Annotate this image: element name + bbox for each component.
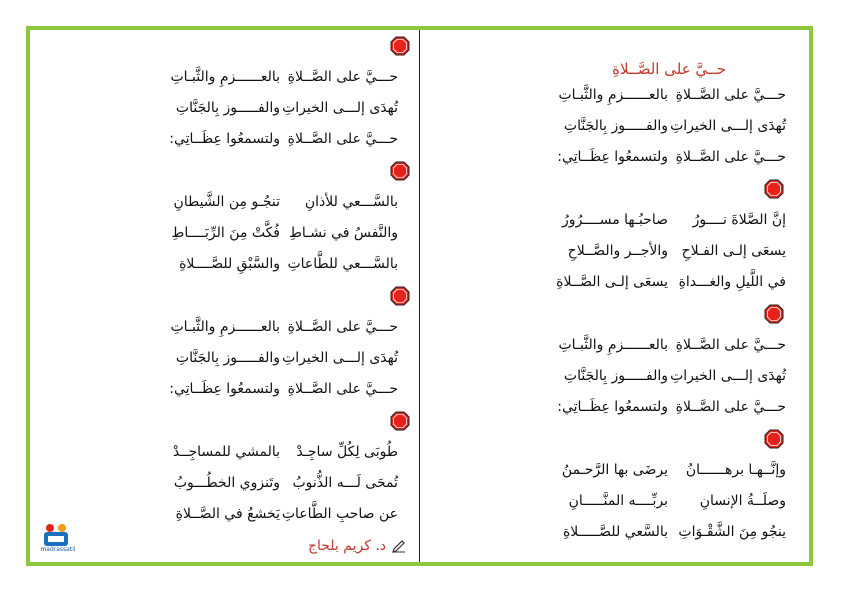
right-stanzas [436, 80, 786, 548]
verse-second-hemistich: والفـــــوز بِالجَنَّاتِ [175, 350, 280, 366]
verse-first-hemistich: إنَّ الصَّلاةَ نــــورُ [692, 212, 786, 228]
verse-second-hemistich: ولتسمعُوا عِظَــاتِي: [557, 399, 668, 415]
verse-line [436, 80, 786, 111]
verse-first-hemistich: وإنَّــهـا برهــــــانُ [685, 462, 786, 478]
verse-second-hemistich: والفـــــوز بِالجَنَّاتِ [563, 118, 668, 134]
verse-line [40, 312, 412, 343]
verse-line [436, 486, 786, 517]
verse-first-hemistich: بالسَّـــعي للأذانِ [304, 194, 398, 210]
verse-second-hemistich: بالعــــــزمِ والثَّبـاتِ [558, 87, 668, 103]
verse-second-hemistich: والسَّبْقِ للصَّــــلاةِ [179, 256, 280, 272]
verse-line [436, 455, 786, 486]
verse-first-hemistich: تُهدَى إلـــى الخيراتِ [670, 118, 786, 134]
verse-second-hemistich: بالعــــــزمِ والثَّبـاتِ [558, 337, 668, 353]
verse-first-hemistich: حـــيَّ على الصَّــلاةِ [287, 131, 398, 147]
verse-line [40, 468, 412, 499]
verse-line [436, 330, 786, 361]
verse-line [436, 267, 786, 298]
verse-first-hemistich: عن صاحبِ الطَّاعاتِ [281, 506, 398, 522]
verse-line [436, 392, 786, 423]
verse-line [436, 236, 786, 267]
verse-first-hemistich: تُهدَى إلـــى الخيراتِ [670, 368, 786, 384]
stop-sign-icon [764, 304, 784, 324]
verse-second-hemistich: يرضَى بها الرَّحـمنُ [561, 462, 668, 478]
verse-line [436, 142, 786, 173]
verse-line [436, 361, 786, 392]
verse-line [40, 374, 412, 405]
verse-second-hemistich: بالعــــــزمِ والثَّبـاتِ [170, 69, 280, 85]
verse-first-hemistich: حـــيَّ على الصَّــلاةِ [675, 399, 786, 415]
verse-second-hemistich: بالعــــــزمِ والثَّبـاتِ [170, 319, 280, 335]
verse-line [40, 218, 412, 249]
verse-first-hemistich: حـــيَّ على الصَّــلاةِ [675, 337, 786, 353]
verse-second-hemistich: يَخشعُ في الصَّــلاةِ [175, 506, 280, 522]
verse-second-hemistich: تنجُـو مِن الشَّيطانِ [173, 194, 280, 210]
left-column [40, 30, 412, 561]
verse-first-hemistich: تُهدَى إلـــى الخيراتِ [282, 350, 398, 366]
verse-second-hemistich: بالمشي للمساجِــدْ [172, 444, 280, 460]
column-divider [419, 30, 420, 562]
verse-line [40, 93, 412, 124]
verse-second-hemistich: والفـــــوز بِالجَنَّاتِ [563, 368, 668, 384]
verse-first-hemistich: بالسَّـــعي للطَّاعاتِ [287, 256, 398, 272]
verse-first-hemistich: ينجُو مِنَ الشَّقْـوَاتِ [678, 524, 786, 540]
verse-second-hemistich: والأجــر والصَّــلاحِ [567, 243, 668, 259]
stop-sign-icon [390, 161, 410, 181]
verse-first-hemistich: حـــيَّ على الصَّــلاةِ [287, 381, 398, 397]
author-name: د. كريم بلحاج [307, 537, 386, 554]
verse-line [40, 62, 412, 93]
verse-line [40, 499, 412, 530]
stop-sign-icon [764, 429, 784, 449]
right-column [436, 58, 786, 548]
verse-second-hemistich: ولتسمعُوا عِظَــاتِي: [169, 381, 280, 397]
verse-first-hemistich: والنَّفسُ في نشـاطِ [288, 225, 398, 241]
verse-line [436, 517, 786, 548]
verse-first-hemistich: يسعَى إلـى الفـلاحِ [681, 243, 786, 259]
verse-second-hemistich: ولتسمعُوا عِظَــاتِي: [169, 131, 280, 147]
verse-line [40, 124, 412, 155]
verse-first-hemistich: حـــيَّ على الصَّــلاةِ [675, 87, 786, 103]
verse-line [40, 249, 412, 280]
verse-first-hemistich: حـــيَّ على الصَّــلاةِ [287, 69, 398, 85]
stop-sign-icon [764, 179, 784, 199]
verse-first-hemistich: حـــيَّ على الصَّــلاةِ [675, 149, 786, 165]
verse-line [40, 187, 412, 218]
verse-line [40, 343, 412, 374]
verse-first-hemistich: وصلَــةُ الإنسانِ [699, 493, 786, 509]
left-stanzas [40, 36, 412, 530]
stop-sign-icon [390, 411, 410, 431]
verse-line [436, 111, 786, 142]
verse-first-hemistich: تُمحَى لَـــه الذُّنوبُ [292, 475, 398, 491]
verse-second-hemistich: والفـــــوز بِالجَنَّاتِ [175, 100, 280, 116]
logo-caption: madrassatii [40, 546, 76, 553]
verse-second-hemistich: وتَنزوي الخطُـــوبُ [173, 475, 280, 491]
verse-first-hemistich: تُهدَى إلـــى الخيراتِ [282, 100, 398, 116]
verse-first-hemistich: في اللَّيلِ والغـــداةِ [678, 274, 786, 290]
verse-line [40, 437, 412, 468]
verse-first-hemistich: حـــيَّ على الصَّــلاةِ [287, 319, 398, 335]
pen-icon [392, 539, 406, 553]
verse-line [436, 205, 786, 236]
verse-first-hemistich: طُوبَى لِكُلِّ ساجِـدْ [296, 444, 398, 460]
verse-second-hemistich: فُكَّتْ مِنَ الرِّبَــــاطِ [171, 225, 280, 241]
verse-second-hemistich: يسعَى إلـى الصَّــلاةِ [556, 274, 668, 290]
verse-second-hemistich: ولتسمعُوا عِظَــاتِي: [557, 149, 668, 165]
author-signature [40, 530, 406, 561]
verse-second-hemistich: صاحبُـها مســــرُورُ [562, 212, 668, 228]
poem-title: حــيَّ على الصَّــلاةِ [612, 60, 726, 78]
verse-second-hemistich: بربِّــــه المنَّـــــانِ [568, 493, 668, 509]
stop-sign-icon [390, 286, 410, 306]
verse-second-hemistich: بالسَّعي للصَّـــــلاةِ [562, 524, 668, 540]
stop-sign-icon [390, 36, 410, 56]
